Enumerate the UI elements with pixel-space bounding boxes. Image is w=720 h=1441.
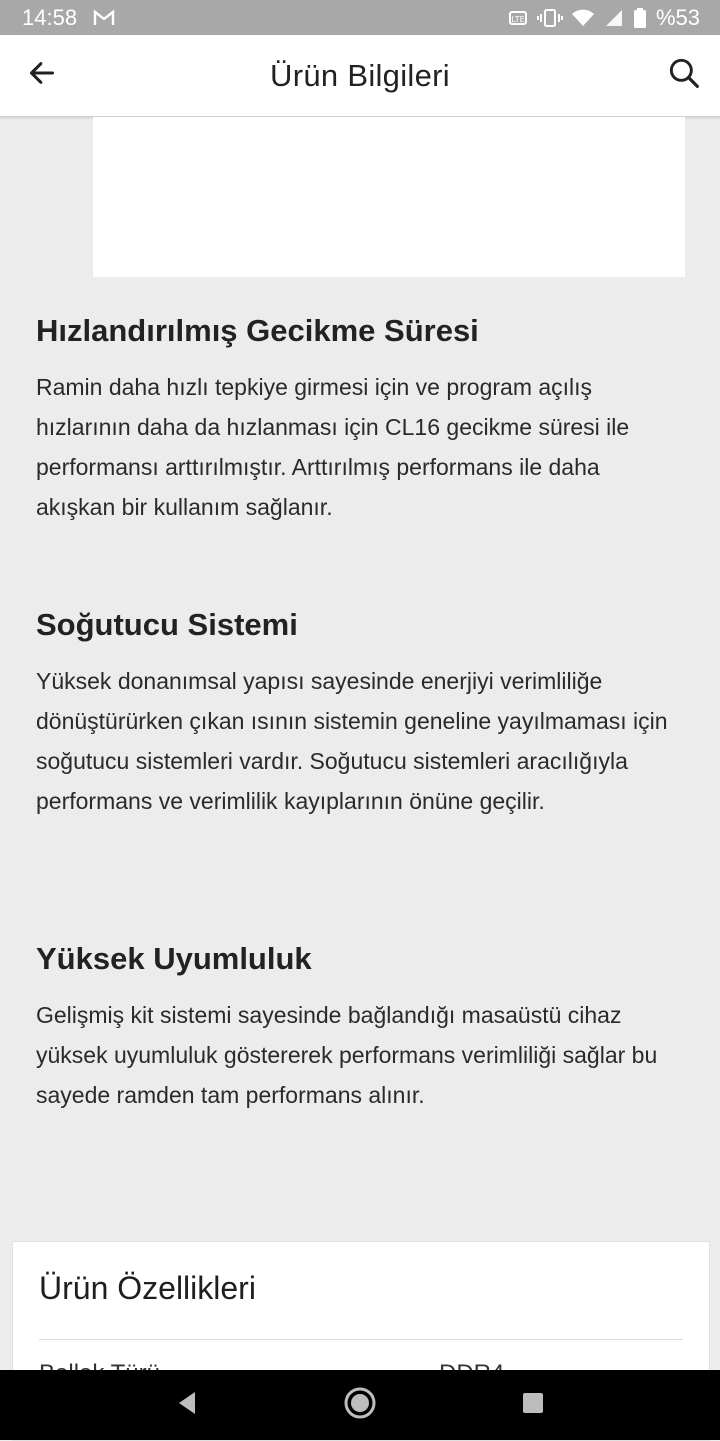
- home-circle-icon: [343, 1386, 377, 1425]
- section-heading: Hızlandırılmış Gecikme Süresi: [36, 313, 479, 348]
- back-button[interactable]: [22, 55, 62, 95]
- section-heading: Soğutucu Sistemi: [36, 607, 298, 642]
- section-latency: [36, 313, 684, 527]
- battery-percent: %53: [655, 4, 700, 30]
- product-info-content[interactable]: [0, 117, 720, 1370]
- section-heading: Yüksek Uyumluluk: [36, 941, 312, 976]
- recents-square-icon: [521, 1391, 545, 1420]
- svg-text:LTE: LTE: [511, 14, 525, 24]
- battery-icon: [634, 8, 646, 28]
- clock: 14:58: [22, 4, 78, 30]
- back-triangle-icon: [175, 1390, 199, 1421]
- signal-icon: [604, 9, 624, 27]
- section-body: Gelişmiş kit sistemi sayesinde bağlandığı masaüstü cihaz yüksek uyumluluk göstererek performans verimliliği sağlar bu sayede ramden tam performans alınır.: [36, 1002, 658, 1108]
- section-body: Yüksek donanımsal yapısı sayesinde enerjiyi verimliliğe dönüştürürken çıkan ısının sistemin geneline yayılmaması için soğutucu sistemleri vardır. Soğutucu sistemleri aracılığıyla performans ve verimlilik kayıplarının önüne geçilir.: [36, 668, 668, 814]
- section-compatibility: [36, 941, 684, 1115]
- search-icon: [668, 57, 700, 94]
- divider: [39, 1339, 683, 1340]
- volte-icon: [508, 8, 528, 28]
- section-body: Ramin daha hızlı tepkiye girmesi için ve program açılış hızlarının daha da hızlanması için CL16 gecikme süresi ile performansı arttırılmıştır. Arttırılmış performans ile daha akışkan bir kullanım sağlanır.: [36, 374, 630, 520]
- nav-recents-button[interactable]: [503, 1375, 563, 1435]
- product-image: [93, 117, 685, 277]
- status-bar: [0, 0, 720, 35]
- gmail-icon: [93, 9, 115, 27]
- specs-title: Ürün Özellikleri: [39, 1270, 256, 1306]
- system-nav-bar: [0, 1370, 720, 1440]
- nav-back-button[interactable]: [157, 1375, 217, 1435]
- arrow-left-icon: [28, 59, 56, 92]
- search-button[interactable]: [664, 55, 704, 95]
- vibrate-icon: [538, 8, 562, 28]
- section-cooling: [36, 607, 684, 821]
- nav-home-button[interactable]: [330, 1375, 390, 1435]
- page-title: Ürün Bilgileri: [270, 57, 450, 93]
- wifi-icon: [572, 9, 594, 27]
- app-bar: [0, 35, 720, 117]
